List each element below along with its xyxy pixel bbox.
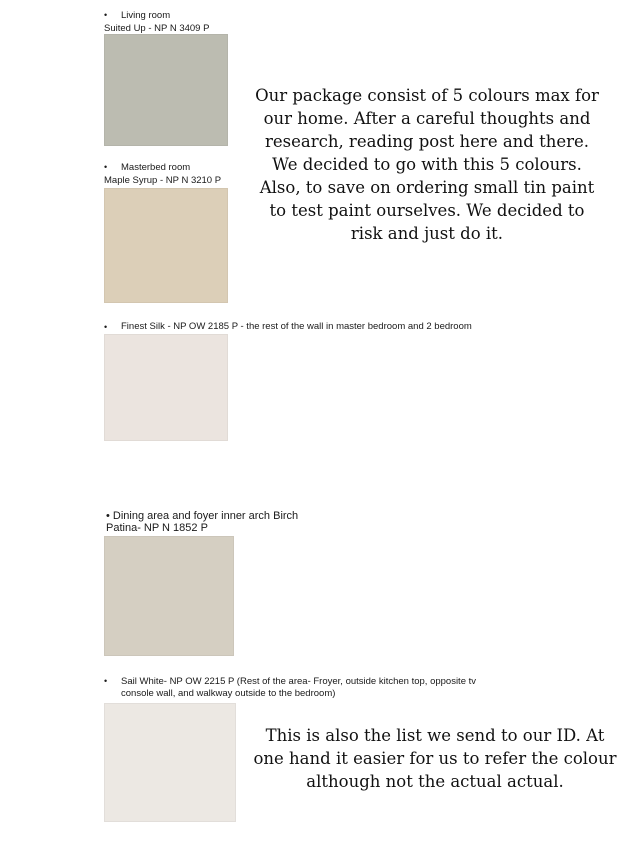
room-heading-living: Living room (121, 10, 171, 21)
bullet: • (104, 162, 108, 172)
bullet: • (104, 322, 108, 332)
room-heading-masterbed: Masterbed room (121, 162, 191, 173)
colour-swatch-maple-syrup (104, 188, 228, 303)
colour-swatch-sail-white (104, 703, 236, 822)
bullet: • (104, 676, 108, 686)
colour-name-maple-syrup: Maple Syrup - NP N 3210 P (104, 175, 222, 186)
colour-name-suited-up: Suited Up - NP N 3409 P (104, 23, 210, 34)
colour-swatch-finest-silk (104, 334, 228, 441)
closing-paragraph: This is also the list we send to our ID. At one hand it easier for us to refer the colour although not the actual actual. (253, 726, 617, 791)
colour-swatch-suited-up (104, 34, 228, 146)
colour-name-sail-white: Sail White- NP OW 2215 P (Rest of the area- Froyer, outside kitchen top, opposite tv (121, 676, 477, 687)
bullet: • (104, 10, 108, 20)
colour-usage-sail-white: console wall, and walkway outside to the bedroom) (121, 688, 336, 699)
room-heading-dining: • Dining area and foyer inner arch Birch (106, 510, 299, 522)
colour-name-finest-silk: Finest Silk - NP OW 2185 P - the rest of the wall in master bedroom and 2 bedroom (121, 321, 472, 332)
colour-name-birch-patina: Patina- NP N 1852 P (106, 522, 208, 534)
colour-swatch-birch-patina (104, 536, 234, 656)
intro-paragraph: Our package consist of 5 colours max for our home. After a careful thoughts and research, reading post here and there. We decided to go with this 5 colours. Also, to save on ordering small tin paint to test paint ourselves. We decided to risk and just do it. (255, 86, 599, 243)
